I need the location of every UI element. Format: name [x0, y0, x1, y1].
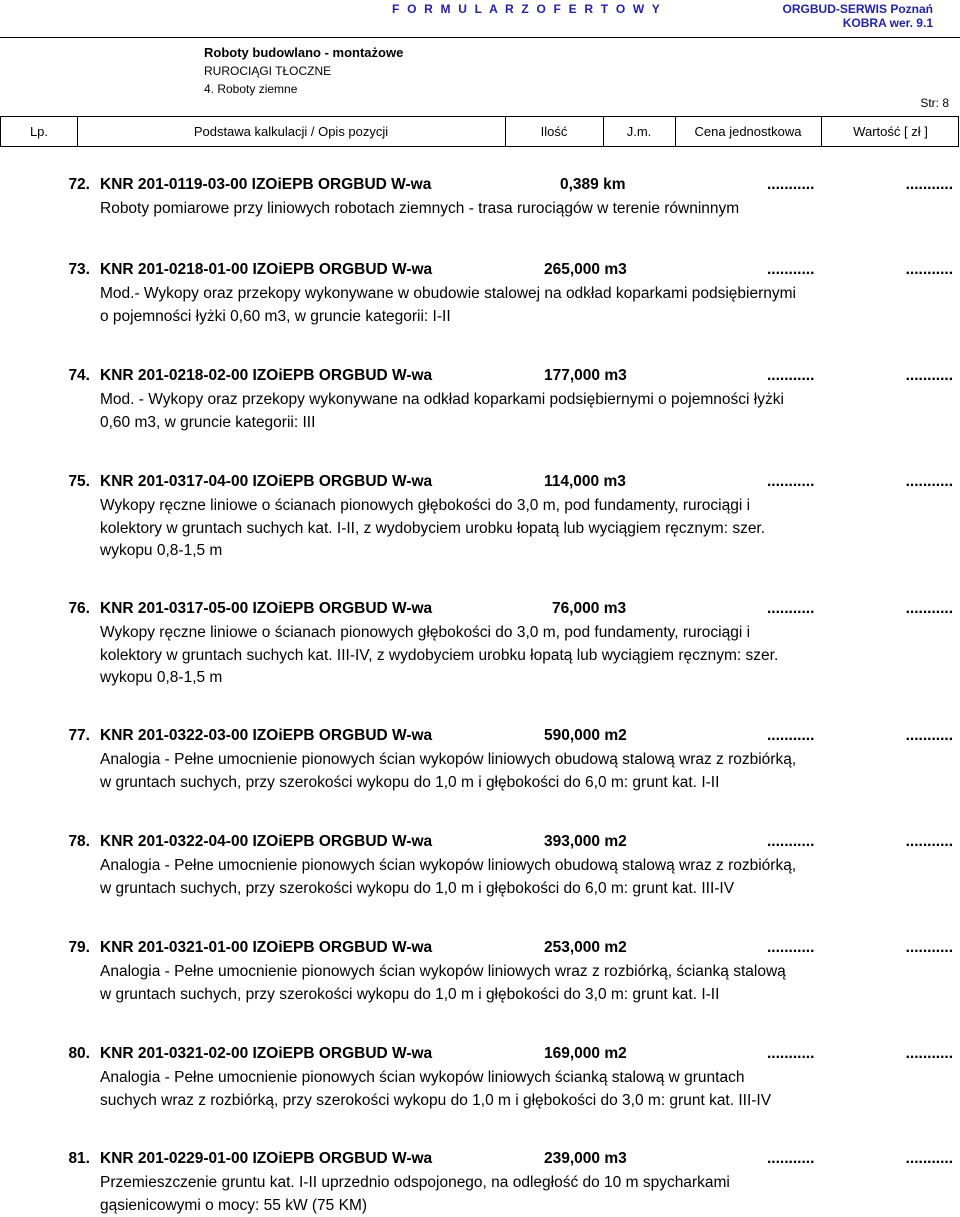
column-lp: Lp. [29, 124, 49, 139]
item-description: Analogia - Pełne umocnienie pionowych ścian wykopów liniowych obudową stalową wraz z rozbiórką, w gruntach suchych, przy szerokości wykopu do 1,0 m i głębokości do 6,0 m: grunt kat. III-IV [100, 857, 797, 897]
item-value-blank: ........... [905, 1045, 953, 1062]
item-value-blank: ........... [905, 600, 953, 617]
column-unit: J.m. [626, 124, 652, 139]
item-reference: KNR 201-0218-01-00 IZOiEPB ORGBUD W-wa [100, 261, 433, 278]
item-unit-price-blank: ........... [767, 176, 815, 193]
item-unit-price-blank: ........... [767, 473, 815, 490]
item-number: 73. [68, 261, 90, 278]
item-value-blank: ........... [905, 261, 953, 278]
item-value-blank: ........... [905, 473, 953, 490]
software-version: KOBRA wer. 9.1 [842, 16, 933, 30]
subsection-title: RUROCIĄGI TŁOCZNE [204, 64, 332, 78]
item-number: 75. [68, 473, 90, 490]
item-number: 74. [68, 367, 90, 384]
item-description: Mod. - Wykopy oraz przekopy wykonywane na odkład koparkami podsiębiernymi o pojemności łyżki 0,60 m3, w gruncie kategorii: III [100, 391, 784, 431]
item-quantity: 114,000 m3 [544, 473, 626, 490]
item-quantity: 265,000 m3 [544, 261, 627, 278]
item-value-blank: ........... [905, 939, 953, 956]
item-unit-price-blank: ........... [767, 261, 815, 278]
item-quantity: 590,000 m2 [544, 727, 627, 744]
chapter-title: 4. Roboty ziemne [204, 82, 298, 96]
item-value-blank: ........... [905, 1150, 953, 1167]
item-value-blank: ........... [905, 727, 953, 744]
item-number: 81. [68, 1150, 90, 1167]
item-value-blank: ........... [905, 176, 953, 193]
item-quantity: 177,000 m3 [544, 367, 627, 384]
item-unit-price-blank: ........... [767, 833, 815, 850]
item-unit-price-blank: ........... [767, 939, 815, 956]
column-unit-price: Cena jednostkowa [694, 124, 802, 139]
column-basis: Podstawa kalkulacji / Opis pozycji [193, 124, 389, 139]
item-reference: KNR 201-0322-03-00 IZOiEPB ORGBUD W-wa [100, 727, 433, 744]
item-reference: KNR 201-0321-01-00 IZOiEPB ORGBUD W-wa [100, 939, 433, 956]
item-reference: KNR 201-0119-03-00 IZOiEPB ORGBUD W-wa [100, 176, 432, 193]
item-number: 80. [68, 1045, 90, 1062]
item-reference: KNR 201-0322-04-00 IZOiEPB ORGBUD W-wa [100, 833, 433, 850]
section-title: Roboty budowlano - montażowe [204, 45, 404, 60]
item-number: 76. [68, 600, 90, 617]
item-quantity: 0,389 km [560, 176, 626, 193]
item-description: Analogia - Pełne umocnienie pionowych ścian wykopów liniowych obudową stalową wraz z rozbiórką, w gruntach suchych, przy szerokości wykopu do 1,0 m i głębokości do 6,0 m: grunt kat. I-II [100, 751, 797, 791]
item-description: Analogia - Pełne umocnienie pionowych ścian wykopów liniowych wraz z rozbiórką, ścianką stalową w gruntach suchych, przy szerokości wykopu do 1,0 m i głębokości do 3,0 m: grunt kat. I-II [100, 963, 786, 1003]
item-number: 72. [68, 176, 90, 193]
item-quantity: 169,000 m2 [544, 1045, 627, 1062]
item-quantity: 253,000 m2 [544, 939, 627, 956]
item-reference: KNR 201-0317-04-00 IZOiEPB ORGBUD W-wa [100, 473, 433, 490]
item-number: 78. [68, 833, 90, 850]
page-number: Str: 8 [920, 96, 949, 110]
item-quantity: 76,000 m3 [552, 600, 627, 617]
item-description: Mod.- Wykopy oraz przekopy wykonywane w obudowie stalowej na odkład koparkami podsiębiernymi o pojemności łyżki 0,60 m3, w gruncie kategorii: I-II [100, 285, 796, 325]
item-number: 79. [68, 939, 90, 956]
item-unit-price-blank: ........... [767, 1045, 815, 1062]
item-unit-price-blank: ........... [767, 1150, 815, 1167]
item-description: Przemieszczenie gruntu kat. I-II uprzednio odspojonego, na odległość do 10 m spycharkami gąsienicowymi o mocy: 55 kW (75 KM) [100, 1174, 730, 1214]
item-description: Wykopy ręczne liniowe o ścianach pionowych głębokości do 3,0 m, pod fundamenty, rurociągi i kolektory w gruntach suchych kat. I-II, z wydobyciem urobku łopatą lub wyciągiem ręcznym: szer. wykopu 0,8-1,5 m [100, 497, 766, 560]
item-quantity: 393,000 m2 [544, 833, 627, 850]
item-reference: KNR 201-0321-02-00 IZOiEPB ORGBUD W-wa [100, 1045, 433, 1062]
item-reference: KNR 201-0229-01-00 IZOiEPB ORGBUD W-wa [100, 1150, 433, 1167]
item-quantity: 239,000 m3 [544, 1150, 627, 1167]
item-description: Wykopy ręczne liniowe o ścianach pionowych głębokości do 3,0 m, pod fundamenty, rurociągi i kolektory w gruntach suchych kat. III-IV, z wydobyciem urobku łopatą lub wyciągiem ręcznym: szer. wykopu 0,8-1,5 m [100, 624, 779, 687]
column-qty: Ilość [540, 124, 568, 139]
column-value: Wartość [ zł ] [853, 124, 928, 139]
item-number: 77. [68, 727, 90, 744]
item-reference: KNR 201-0218-02-00 IZOiEPB ORGBUD W-wa [100, 367, 433, 384]
item-description: Roboty pomiarowe przy liniowych robotach ziemnych - trasa rurociągów w terenie równinnym [100, 200, 740, 217]
form-title: F O R M U L A R Z O F E R T O W Y [392, 2, 662, 16]
company-name: ORGBUD-SERWIS Poznań [782, 2, 933, 16]
item-unit-price-blank: ........... [767, 367, 815, 384]
header-divider [0, 37, 960, 38]
item-description: Analogia - Pełne umocnienie pionowych ścian wykopów liniowych ścianką stalową w gruntach suchych wraz z rozbiórką, przy szerokości wykopu do 1,0 m i głębokości do 3,0 m: grunt kat. III-IV [100, 1069, 772, 1109]
item-value-blank: ........... [905, 367, 953, 384]
item-reference: KNR 201-0317-05-00 IZOiEPB ORGBUD W-wa [100, 600, 433, 617]
column-header-row [0, 116, 959, 147]
item-unit-price-blank: ........... [767, 727, 815, 744]
item-unit-price-blank: ........... [767, 600, 815, 617]
item-value-blank: ........... [905, 833, 953, 850]
